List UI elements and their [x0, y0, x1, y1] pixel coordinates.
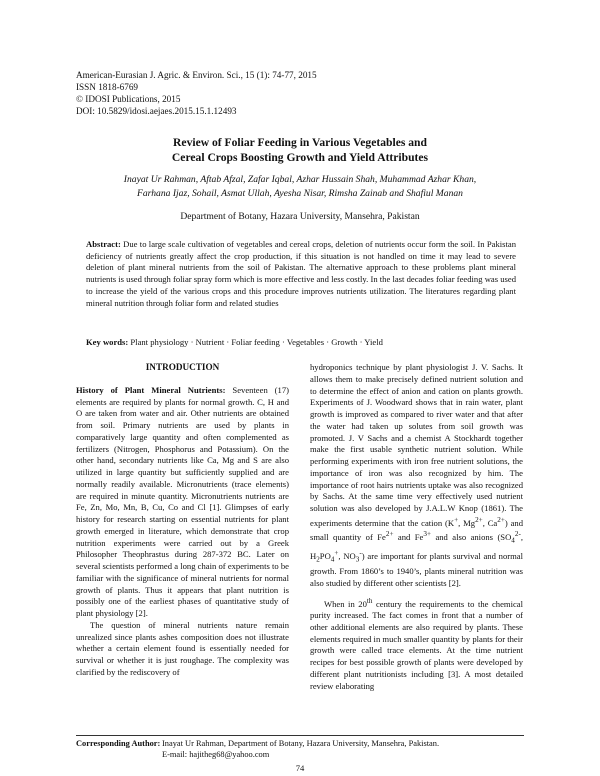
- superscript: -: [359, 548, 362, 557]
- author-email: E-mail: hajitheg68@yahoo.com: [162, 750, 270, 759]
- paper-title: [0, 135, 600, 165]
- right-column: [310, 362, 523, 692]
- superscript: +: [334, 548, 339, 557]
- text-run: PO: [319, 550, 331, 561]
- page-number: 74: [295, 763, 305, 773]
- title-line-1: Review of Foliar Feeding in Various Vegetables and: [173, 136, 427, 149]
- superscript: +: [454, 515, 459, 524]
- text-run: century the requirements to the chemical purity increased. The fact comes in front that a number of other additional elements are also required by plants. These elements required in much smaller quantity by plants for their growth were called trace elements. At the time nutrient recipes for best possible growth of plants were developed by different plant nutritionists including [3]. A most detailed review elaborating: [310, 598, 523, 691]
- footer-divider: [76, 735, 524, 736]
- text-run: When in 20: [324, 598, 367, 609]
- author-list: [0, 173, 600, 201]
- right-paragraph-2: [310, 596, 523, 693]
- superscript: 2+: [385, 530, 394, 539]
- intro-paragraph-1: [76, 385, 289, 620]
- authors-line-1: Inayat Ur Rahman, Aftab Afzal, Zafar Iqbal, Azhar Hussain Shah, Muhammad Azhar Khan,: [123, 174, 477, 185]
- section-heading: INTRODUCTION: [145, 362, 220, 372]
- issn: ISSN 1818-6769: [76, 82, 139, 92]
- text-run: and Fe: [393, 532, 424, 543]
- corresponding-author-label: Corresponding Author:: [76, 739, 161, 748]
- superscript: 3+: [423, 530, 431, 539]
- doi: DOI: 10.5829/idosi.aejaes.2015.15.1.12493: [76, 106, 237, 116]
- corresponding-author: [76, 738, 439, 760]
- keywords-label: Key words:: [86, 337, 129, 347]
- superscript: 2+: [475, 515, 483, 524]
- abstract: [86, 239, 516, 309]
- keywords-text: Plant physiology · Nutrient · Foliar feeding · Vegetables · Growth · Yield: [130, 337, 383, 347]
- title-line-2: Cereal Crops Boosting Growth and Yield Attributes: [171, 151, 429, 164]
- corresponding-author-text: Inayat Ur Rahman, Department of Botany, Hazara University, Mansehra, Pakistan.: [162, 739, 440, 748]
- subscript: 3: [355, 555, 360, 564]
- abstract-text: Due to large scale cultivation of vegetables and cereal crops, deletion of nutrients occur form the soil. In Pakistan deficiency of nutrients greatly affect the crop production, if this situation is not handled on time it may lead to severe deletion of plant mineral nutrients from the soil of Pakistan. The alternative approach to these problems plant mineral nutrients is used through foliar spray form which is more effective and less costly. In the last decades foliar feeding was used to increase the yield of the various crops and this procedure improves nutrients utilization. The literatures regarding plant mineral nutrition through foliar form and related studies: [86, 239, 516, 308]
- subscript: 4: [330, 555, 335, 564]
- text-run: hydroponics technique by plant physiologist J. V. Sachs. It allows them to make precisely defined nutrient solution and to determine the effect of anion and cation on plants growth. Experiments of J. Woodward shows that in rain water, plant growth is improved as compared to river water and that after the water had taken up solutes from soil growth was promoted. J. V Sachs and a chemist A Stockhardt together make the first usable synthetic nutrient solution. While performing experiments with iron free nutrient solutions, the importance of iron was also recognized by him. The importance of root hairs nutrients uptake was also recognized by Sachs. At the same time very effectively used nutrient solution was also developed by J.A.L.W Knop (1861). The experiments determine that the cation (K: [310, 362, 523, 528]
- keywords: [86, 337, 516, 347]
- text-run: , NO: [338, 550, 356, 561]
- superscript: 2+: [497, 515, 505, 524]
- text-run: , H: [310, 532, 523, 561]
- copyright: © IDOSI Publications, 2015: [76, 94, 181, 104]
- left-column: [76, 362, 289, 679]
- subscript: 2: [316, 555, 320, 564]
- text-run: , Mg: [458, 517, 476, 528]
- authors-line-2: Farhana Ijaz, Sohail, Asmat Ullah, Ayesha Nisar, Rimsha Zainab and Shafiul Manan: [137, 188, 463, 199]
- text-run: , Ca: [482, 517, 498, 528]
- article-metadata: [76, 69, 317, 117]
- affiliation: Department of Botany, Hazara University, Mansehra, Pakistan: [180, 211, 420, 222]
- superscript: 2-: [514, 530, 521, 539]
- subsection-heading: History of Plant Mineral Nutrients:: [76, 384, 226, 395]
- subscript: 4: [511, 536, 515, 545]
- journal-citation: American-Eurasian J. Agric. & Environ. Sci., 15 (1): 74-77, 2015: [76, 70, 317, 80]
- right-paragraph-1: [310, 362, 523, 590]
- abstract-label: Abstract:: [86, 239, 121, 249]
- text-run: ) are important for plants survival and normal growth. From 1860’s to 1940’s, plants mineral nutrition was also studied by different other scientists [2].: [310, 550, 523, 588]
- intro-paragraph-2: The question of mineral nutrients nature remain unrealized since plants ashes composition does not illustrate whether a certain element found is essentially needed for survival or whether it is just roughage. The complexity was clarified by the rediscovery of: [76, 619, 289, 677]
- superscript: th: [366, 596, 373, 605]
- intro-paragraph-1-text: Seventeen (17) elements are required by plants for normal growth. C, H and O are taken from water and air. Other nutrients are obtained from soil. Primary nutrients are used by plants in comparatively large quantity and often complemented as fertilizers (Nitrogen, Phosphorus and Potassium). On the other hand, secondary nutrients like Ca, Mg and S are also utilized in large quantity but sufficiently supplied and are normally readily available. Micronutrients (trace elements) are required in minute quantity. Micronutrients nutrients are Fe, Zn, Mo, Mn, B, Cu, Co and Cl [1]. Glimpses of early history for research starting on essential nutrients for plant growth emerged in literature, which demonstrate that crop nutrition experiments were carried out by a Greek Philosopher Theophrastus during 287-372 BC. Later on several scientists performed a long chain of experiments to be familiar with the significance of mineral nutrients for normal growth of plants. Thus it appears that plant nutrition is possibly one of the earliest phases of quantitative study of plant physiology [2].: [76, 384, 289, 618]
- text-run: ) and small quantity of Fe: [310, 517, 523, 543]
- text-run: and also anions (SO: [431, 532, 512, 543]
